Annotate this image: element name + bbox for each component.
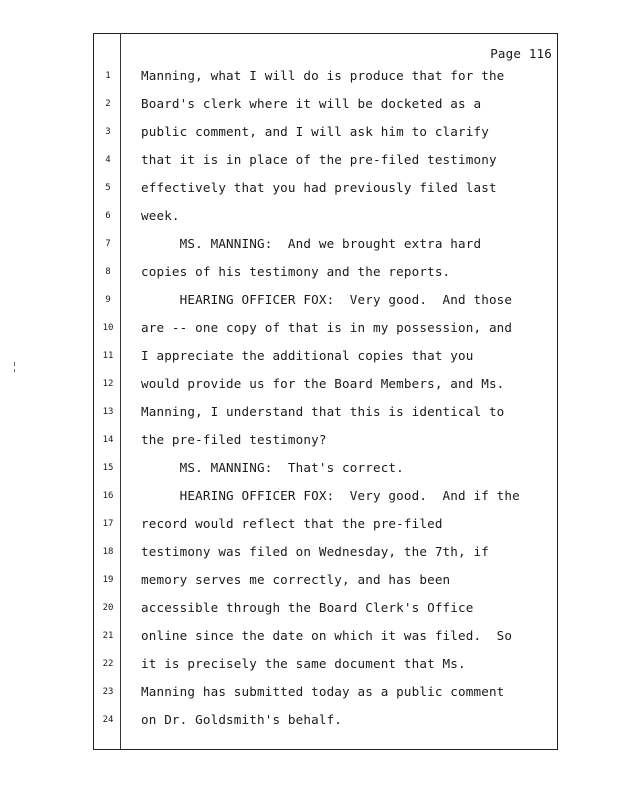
- scan-mark: [14, 369, 15, 372]
- transcript-line: [0, 600, 618, 620]
- line-number: 1: [105, 71, 111, 81]
- line-text: HEARING OFFICER FOX: Very good. And those: [141, 292, 513, 307]
- line-number: 9: [105, 295, 111, 305]
- transcript-line: [0, 264, 618, 284]
- line-number: 6: [105, 211, 111, 221]
- line-text: are -- one copy of that is in my possession, and: [141, 320, 513, 335]
- line-number: 7: [105, 239, 111, 249]
- line-number: 11: [102, 351, 114, 361]
- transcript-line: [0, 432, 618, 452]
- line-text: week.: [141, 208, 180, 223]
- line-text: testimony was filed on Wednesday, the 7th, if: [141, 544, 489, 559]
- transcript-line: [0, 712, 618, 732]
- line-number: 4: [105, 155, 111, 165]
- transcript-line: [0, 124, 618, 144]
- transcript-line: [0, 208, 618, 228]
- line-number: 21: [102, 631, 114, 641]
- transcript-line: [0, 320, 618, 340]
- line-text: accessible through the Board Clerk's Office: [141, 600, 474, 615]
- line-number: 12: [102, 379, 114, 389]
- line-text: public comment, and I will ask him to clarify: [141, 124, 489, 139]
- transcript-line: [0, 292, 618, 312]
- transcript-line: [0, 68, 618, 88]
- line-text: the pre-filed testimony?: [141, 432, 327, 447]
- line-number: 18: [102, 547, 114, 557]
- line-text: HEARING OFFICER FOX: Very good. And if the: [141, 488, 520, 503]
- page-number: Page 116: [490, 46, 552, 61]
- line-number: 22: [102, 659, 114, 669]
- line-text: Manning, I understand that this is identical to: [141, 404, 505, 419]
- transcript-line: [0, 684, 618, 704]
- line-text: Board's clerk where it will be docketed as a: [141, 96, 482, 111]
- line-number: 13: [102, 407, 114, 417]
- line-text: copies of his testimony and the reports.: [141, 264, 451, 279]
- line-number: 5: [105, 183, 111, 193]
- line-text: record would reflect that the pre-filed: [141, 516, 443, 531]
- scan-mark: [14, 362, 15, 366]
- line-number: 14: [102, 435, 114, 445]
- line-number: 24: [102, 715, 114, 725]
- line-text: Manning, what I will do is produce that for the: [141, 68, 505, 83]
- transcript-line: [0, 460, 618, 480]
- line-number: 10: [102, 323, 114, 333]
- transcript-line: [0, 572, 618, 592]
- transcript-line: [0, 404, 618, 424]
- line-number: 19: [102, 575, 114, 585]
- line-text: memory serves me correctly, and has been: [141, 572, 451, 587]
- transcript-line: [0, 348, 618, 368]
- transcript-line: [0, 516, 618, 536]
- line-number: 3: [105, 127, 111, 137]
- transcript-line: [0, 544, 618, 564]
- line-number: 17: [102, 519, 114, 529]
- line-text: that it is in place of the pre-filed testimony: [141, 152, 497, 167]
- transcript-line: [0, 656, 618, 676]
- transcript-line: [0, 152, 618, 172]
- transcript-line: [0, 96, 618, 116]
- line-number: 2: [105, 99, 111, 109]
- line-text: Manning has submitted today as a public comment: [141, 684, 505, 699]
- line-text: I appreciate the additional copies that you: [141, 348, 474, 363]
- line-number: 8: [105, 267, 111, 277]
- line-text: online since the date on which it was filed. So: [141, 628, 513, 643]
- transcript-line: [0, 488, 618, 508]
- transcript-line: [0, 628, 618, 648]
- transcript-line: [0, 236, 618, 256]
- line-text: MS. MANNING: And we brought extra hard: [141, 236, 482, 251]
- line-text: it is precisely the same document that Ms.: [141, 656, 466, 671]
- line-text: MS. MANNING: That's correct.: [141, 460, 404, 475]
- line-text: on Dr. Goldsmith's behalf.: [141, 712, 343, 727]
- line-text: would provide us for the Board Members, and Ms.: [141, 376, 505, 391]
- transcript-line: [0, 180, 618, 200]
- line-number: 16: [102, 491, 114, 501]
- line-text: effectively that you had previously filed last: [141, 180, 497, 195]
- line-number: 23: [102, 687, 114, 697]
- line-number: 20: [102, 603, 114, 613]
- line-number: 15: [102, 463, 114, 473]
- transcript-line: [0, 376, 618, 396]
